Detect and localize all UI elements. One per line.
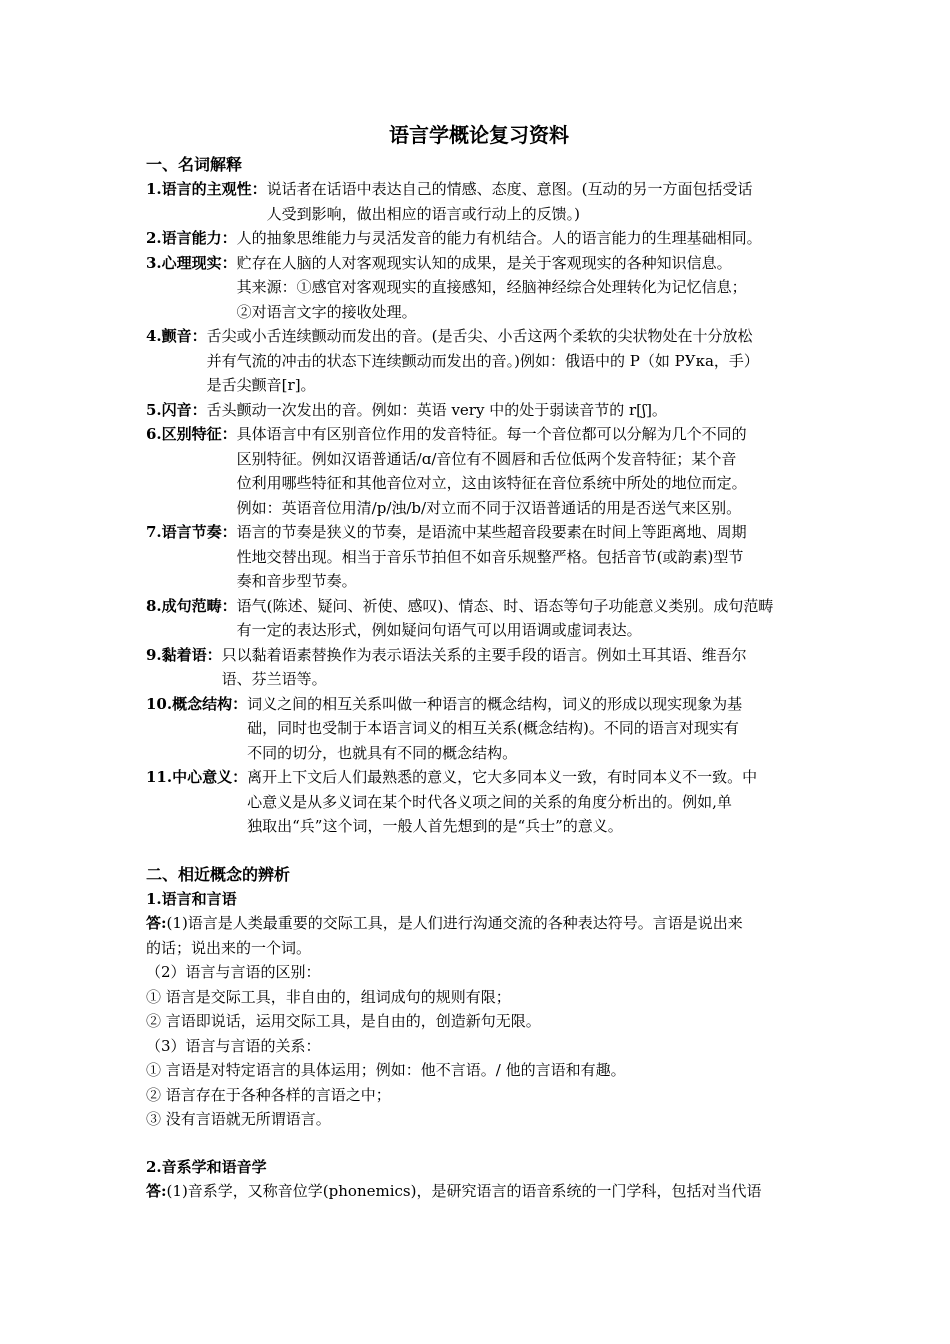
answer-text: (1)音系学，又称音位学(phonemics)，是研究语言的语音系统的一门学科，包括对当代语 — [166, 1182, 762, 1200]
answer-line — [146, 1083, 812, 1108]
definition-line: 贮存在人脑的人对客观现实认知的成果，是关于客观现实的各种知识信息。 — [236, 253, 732, 272]
document-page — [146, 118, 812, 1204]
term-label: 1.语言的主观性： — [146, 180, 267, 198]
definition-line: 有一定的表达形式，例如疑问句语气可以用语调或虚词表达。 — [236, 621, 642, 639]
answer-text: （3）语言与言语的关系： — [146, 1036, 321, 1055]
term-entry — [146, 520, 812, 594]
definition-line: 其来源：①感官对客观现实的直接感知，经脑神经综合处理转化为记忆信息； — [236, 278, 747, 296]
term-entry — [146, 594, 812, 643]
definition-line: 是舌尖颤音[r]。 — [206, 376, 316, 394]
definition-line: 语言的节奏是狭义的节奏，是语流中某些超音段要素在时间上等距离地、周期 — [236, 523, 747, 541]
answer-line — [146, 911, 812, 936]
term-entry — [146, 177, 812, 226]
document-title: 语言学概论复习资料 — [389, 123, 569, 147]
term-entry — [146, 226, 812, 251]
definition-line: 独取出“兵”这个词，一般人首先想到的是“兵士”的意义。 — [247, 817, 623, 835]
term-definition — [237, 226, 812, 251]
term-definition — [207, 398, 812, 423]
section-heading-comparisons: 二、相近概念的辨析 — [146, 864, 291, 884]
term-label: 5.闪音： — [146, 400, 207, 419]
answer-text: ③ 没有言语就无所谓语言。 — [146, 1110, 331, 1128]
term-label: 7.语言节奏： — [146, 523, 237, 541]
definition-line: 只以黏着语素替换作为表示语法关系的主要手段的语言。例如土耳其语、维吾尔 — [221, 645, 747, 664]
definition-line: 离开上下文后人们最熟悉的意义，它大多同本义一致，有时同本义不一致。中 — [247, 768, 758, 786]
question-title-2: 2.音系学和语音学 — [146, 1157, 267, 1176]
term-definition — [222, 643, 812, 692]
answer-text: ① 语言是交际工具，非自由的，组词成句的规则有限； — [146, 987, 511, 1006]
answer-label: 答: — [146, 1182, 167, 1200]
term-entry — [146, 251, 812, 325]
term-entry — [146, 765, 812, 839]
definition-line: 位利用哪些特征和其他音位对立，这由该特征在音位系统中所处的地位而定。 — [236, 474, 747, 492]
section-heading-definitions: 一、名词解释 — [146, 155, 243, 174]
definition-line: 础，同时也受制于本语言词义的相互关系(概念结构)。不同的语言对现实有 — [247, 719, 739, 737]
definition-line: 区别特征。例如汉语普通话/ɑ/音位有不圆唇和舌位低两个发音特征；某个音 — [236, 449, 737, 468]
answer-text: (1)语言是人类最重要的交际工具，是人们进行沟通交流的各种表达符号。言语是说出来 — [166, 914, 743, 932]
term-label: 9.黏着语： — [146, 645, 222, 664]
term-definition — [207, 324, 812, 398]
answer-line — [146, 960, 812, 985]
term-entry — [146, 692, 812, 766]
term-definition — [237, 422, 812, 520]
definition-line: 语、芬兰语等。 — [221, 670, 327, 688]
term-definition — [237, 594, 812, 643]
answer-text: （2）语言与言语的区别： — [146, 963, 321, 981]
term-definition — [237, 520, 812, 594]
answer-line — [146, 1058, 812, 1083]
answer-line — [146, 985, 812, 1010]
definition-line: 舌尖或小舌连续颤动而发出的音。(是舌尖、小舌这两个柔软的尖状物处在十分放松 — [206, 327, 753, 345]
term-definition — [267, 177, 812, 226]
term-definition — [247, 692, 812, 766]
definition-line: 具体语言中有区别音位作用的发音特征。每一个音位都可以分解为几个不同的 — [236, 425, 747, 443]
definition-line: 心意义是从多义词在某个时代各义项之间的关系的角度分析出的。例如,单 — [247, 792, 732, 811]
term-entry — [146, 398, 812, 423]
definition-line: 语气(陈述、疑问、祈使、感叹)、情态、时、语态等句子功能意义类别。成句范畴 — [236, 596, 774, 615]
answer-text: ② 语言存在于各种各样的言语之中； — [146, 1085, 391, 1104]
answer-label: 答: — [146, 914, 167, 932]
term-label: 11.中心意义： — [146, 768, 248, 786]
term-definition — [237, 251, 812, 325]
term-label: 10.概念结构： — [146, 694, 248, 713]
definition-line: ②对语言文字的接收处理。 — [236, 302, 417, 321]
answer-block-1 — [146, 911, 812, 1132]
definition-line: 人的抽象思维能力与灵活发音的能力有机结合。人的语言能力的生理基础相同。 — [236, 229, 762, 247]
definition-line: 词义之间的相互关系叫做一种语言的概念结构，词义的形成以现实现象为基 — [247, 694, 743, 713]
definition-line: 舌头颤动一次发出的音。例如：英语 very 中的处于弱读音节的 r[ʃ]。 — [206, 400, 667, 419]
term-label: 3.心理现实： — [146, 253, 237, 272]
answer-line — [146, 1107, 812, 1132]
answer-line — [146, 1179, 812, 1204]
answer-line — [146, 936, 812, 961]
term-definition — [247, 765, 812, 839]
term-label: 2.语言能力： — [146, 229, 237, 247]
term-label: 8.成句范畴： — [146, 596, 237, 615]
answer-text: ① 言语是对特定语言的具体运用；例如：他不言语。/ 他的言语和有趣。 — [146, 1061, 626, 1079]
answer-text: 的话；说出来的一个词。 — [146, 938, 312, 957]
definition-line: 例如：英语音位用清/p/浊/b/对立而不同于汉语普通话的用是否送气来区别。 — [236, 498, 742, 517]
question-title-1: 1.语言和言语 — [146, 889, 237, 908]
definition-line: 并有气流的冲击的状态下连续颤动而发出的音。)例如：俄语中的 Р（如 РУка，手） — [206, 351, 759, 370]
definition-line: 奏和音步型节奏。 — [236, 572, 357, 590]
term-entry — [146, 422, 812, 520]
term-label: 6.区别特征： — [146, 425, 237, 443]
answer-block-2 — [146, 1179, 812, 1204]
definition-line: 说话者在话语中表达自己的情感、态度、意图。(互动的另一方面包括受话 — [266, 180, 753, 198]
definition-line: 性地交替出现。相当于音乐节拍但不如音乐规整严格。包括音节(或韵素)型节 — [236, 547, 744, 566]
term-label: 4.颤音： — [146, 327, 207, 345]
definition-line: 人受到影响，做出相应的语言或行动上的反馈。) — [266, 204, 581, 223]
answer-line — [146, 1009, 812, 1034]
definition-line: 不同的切分，也就具有不同的概念结构。 — [247, 743, 518, 762]
answer-line — [146, 1034, 812, 1059]
term-list — [146, 177, 812, 839]
answer-text: ② 言语即说话，运用交际工具，是自由的，创造新句无限。 — [146, 1012, 541, 1030]
term-entry — [146, 324, 812, 398]
term-entry — [146, 643, 812, 692]
